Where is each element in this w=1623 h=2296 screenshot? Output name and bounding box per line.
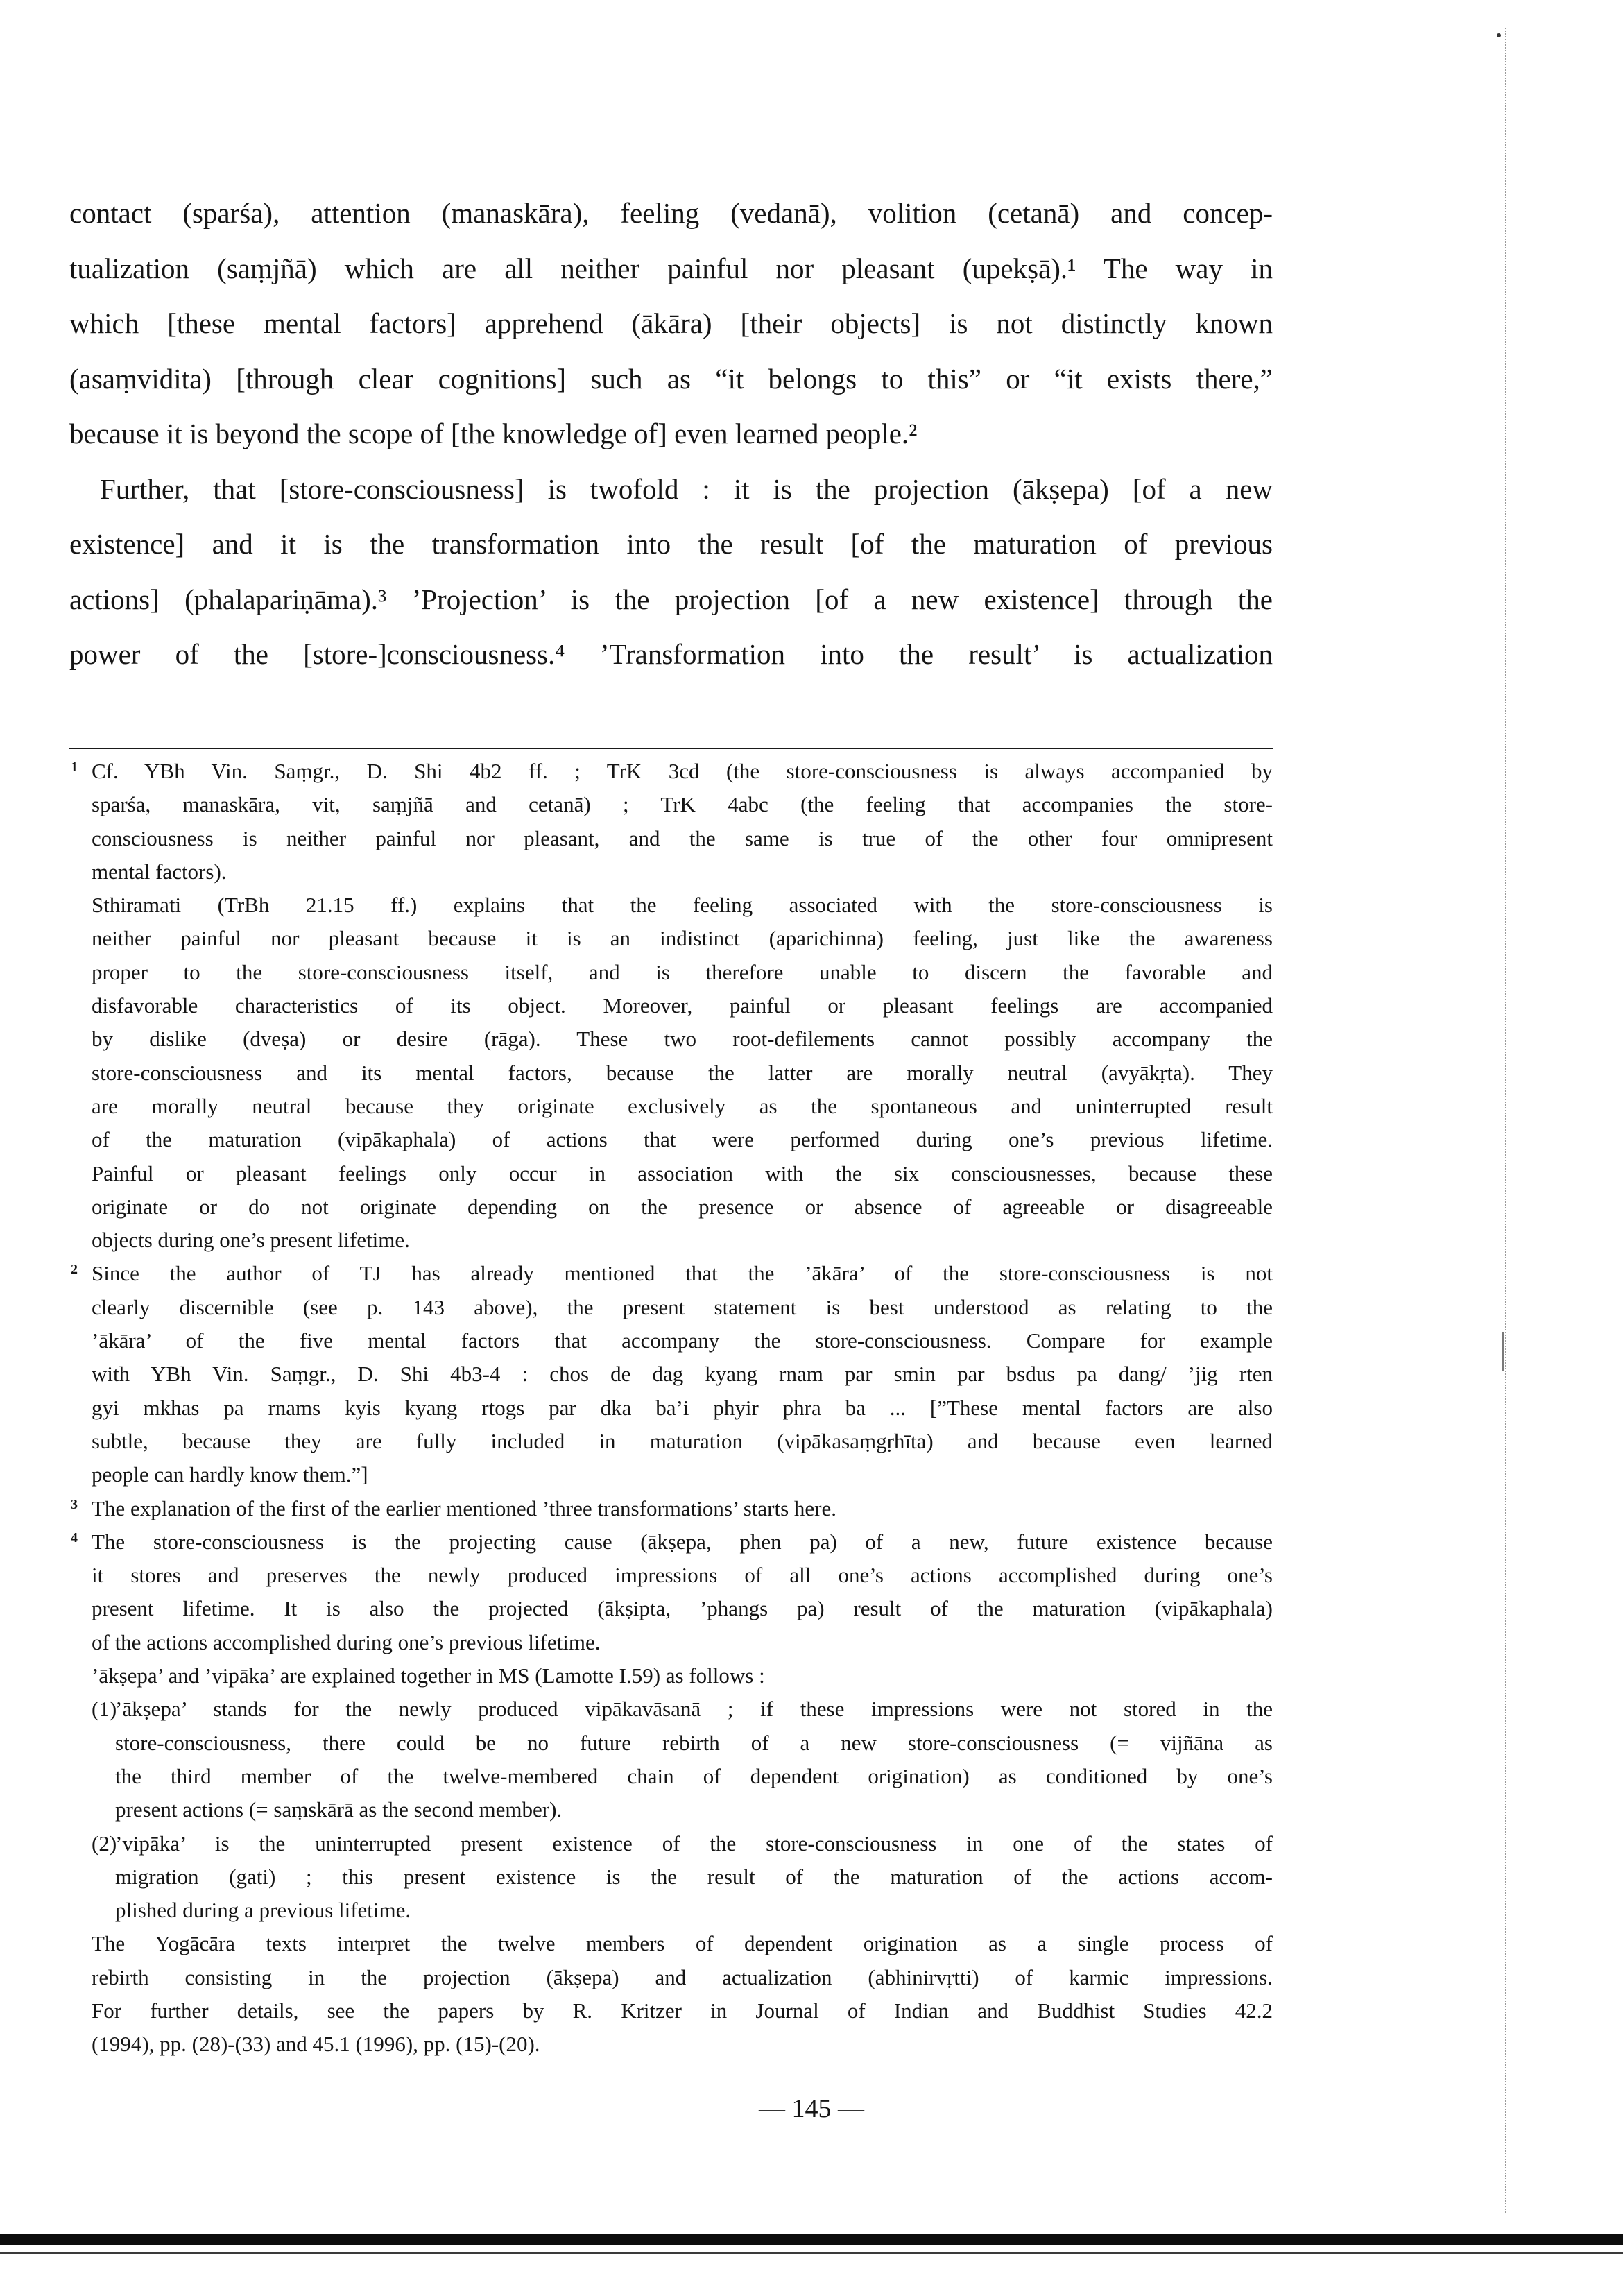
footnote-line: objects during one’s present lifetime.	[92, 1228, 410, 1253]
list-item-label: (1)	[92, 1697, 117, 1722]
scan-speck	[1497, 33, 1501, 37]
footnote-line: ’ākṣepa’ and ’vipāka’ are explained together in MS (Lamotte I.59) as follows :	[92, 1663, 765, 1688]
footnote-line: present actions (= saṃskārā as the second member).	[115, 1797, 563, 1822]
page-number: — 145 —	[759, 2094, 864, 2123]
footnote-line: ’vipāka’ is the uninterrupted present existence of the store-consciousness in one of the states of	[115, 1831, 1273, 1856]
footnote-1	[69, 755, 1273, 1257]
footnote-line: mental factors).	[92, 859, 227, 884]
text-line: existence] and it is the transformation into the result [of the maturation of previous	[69, 528, 1273, 560]
footnote-line: people can hardly know them.”]	[92, 1462, 368, 1487]
list-item-label: (2)	[92, 1831, 117, 1856]
footnote-4-tail	[69, 1927, 1273, 2061]
footnote-line: sparśa, manaskāra, vit, saṃjñā and cetanā) ; TrK 4abc (the feeling that accompanies the store-	[92, 792, 1273, 817]
text-line: power of the [store-]consciousness.⁴ ’Transformation into the result’ is actualization	[69, 638, 1273, 670]
footnote-line: of the actions accomplished during one’s previous lifetime.	[92, 1629, 601, 1654]
footnote-line: Painful or pleasant feelings only occur in association with the six consciousnesses, because these	[92, 1160, 1273, 1185]
footnote-line: by dislike (dveṣa) or desire (rāga). These two root-defilements cannot possibly accompany the	[92, 1027, 1273, 1052]
paragraph-1	[69, 186, 1273, 462]
footnote-line: disfavorable characteristics of its object. Moreover, painful or pleasant feelings are accompanied	[92, 993, 1273, 1018]
footnote-line: the third member of the twelve-membered chain of dependent origination) as conditioned by one’s	[115, 1763, 1273, 1788]
footnote-line: The store-consciousness is the projecting cause (ākṣepa, phen pa) of a new, future existence because	[92, 1529, 1273, 1554]
scan-bottom-bar	[0, 2234, 1623, 2245]
text-line: actions] (phalapariṇāma).³ ’Projection’ is the projection [of a new existence] through the	[69, 583, 1273, 615]
footnote-line: plished during a previous lifetime.	[115, 1898, 411, 1923]
text-line: (asaṃvidita) [through clear cognitions] such as “it belongs to this” or “it exists there,”	[69, 362, 1273, 395]
footnote-number: 1	[71, 760, 78, 775]
footnote-line: store-consciousness and its mental factors, because the latter are morally neutral (avyākṛta). They	[92, 1060, 1273, 1085]
footnote-line: are morally neutral because they originate exclusively as the spontaneous and uninterrupted result	[92, 1093, 1273, 1118]
text-line: tualization (saṃjñā) which are all neither painful nor pleasant (upekṣā).¹ The way in	[69, 252, 1273, 284]
footnote-line: gyi mkhas pa rnams kyis kyang rtogs par dka ba’i phyir phra ba ... [”These mental factors are also	[92, 1395, 1273, 1420]
footnote-line: store-consciousness, there could be no future rebirth of a new store-consciousness (= vijñāna as	[115, 1730, 1273, 1755]
text-line: because it is beyond the scope of [the knowledge of] even learned people.²	[69, 418, 918, 449]
footnote-line: Since the author of TJ has already mentioned that the ’ākāra’ of the store-consciousness is not	[92, 1261, 1273, 1286]
footnote-line: consciousness is neither painful nor pleasant, and the same is true of the other four omnipresent	[92, 825, 1273, 850]
footnote-line: For further details, see the papers by R. Kritzer in Journal of Indian and Buddhist Studies 42.2	[92, 1998, 1273, 2023]
footnote-line: neither painful nor pleasant because it is an indistinct (aparichinna) feeling, just like the awareness	[92, 926, 1273, 951]
footnote-line: Sthiramati (TrBh 21.15 ff.) explains that the feeling associated with the store-consciousness is	[92, 893, 1273, 918]
footnote-number: 4	[71, 1530, 78, 1545]
scan-bottom-line	[0, 2252, 1623, 2254]
footnote-line: rebirth consisting in the projection (ākṣepa) and actualization (abhinirvṛtti) of karmic impressions.	[92, 1964, 1273, 1989]
footnote-line: (1994), pp. (28)-(33) and 45.1 (1996), pp. (15)-(20).	[92, 2032, 540, 2057]
main-text	[69, 186, 1273, 683]
footnote-2	[69, 1257, 1273, 1491]
footnote-line: it stores and preserves the newly produced impressions of all one’s actions accomplished during one’s	[92, 1563, 1273, 1588]
footnote-line: The explanation of the first of the earlier mentioned ’three transformations’ starts here.	[92, 1496, 836, 1520]
footnote-number: 3	[71, 1496, 78, 1512]
scan-edge-dots	[1505, 28, 1509, 2213]
footnote-3	[69, 1492, 1273, 1525]
footnote-line: clearly discernible (see p. 143 above), the present statement is best understood as relating to the	[92, 1294, 1273, 1319]
text-line: which [these mental factors] apprehend (ākāra) [their objects] is not distinctly known	[69, 307, 1273, 339]
footnote-number: 2	[71, 1262, 78, 1278]
list-item	[69, 1693, 1273, 1826]
footnote-line: subtle, because they are fully included in maturation (vipākasaṃgṛhīta) and because even learned	[92, 1428, 1273, 1453]
footnote-line: ’ākāra’ of the five mental factors that accompany the store-consciousness. Compare for example	[92, 1328, 1273, 1353]
list-item	[69, 1827, 1273, 1928]
footnote-line: originate or do not originate depending on the presence or absence of agreeable or disagreeable	[92, 1194, 1273, 1219]
footnote-line: migration (gati) ; this present existence is the result of the maturation of the actions accom-	[115, 1864, 1273, 1889]
paragraph-2	[69, 462, 1273, 683]
footnote-line: The Yogācāra texts interpret the twelve members of dependent origination as a single process of	[92, 1931, 1273, 1956]
footnote-4-list	[69, 1693, 1273, 1927]
footnote-line: proper to the store-consciousness itself, and is therefore unable to discern the favorable and	[92, 959, 1273, 984]
footnote-separator	[69, 748, 1273, 749]
footnote-line: ’ākṣepa’ stands for the newly produced vipākavāsanā ; if these impressions were not stored in the	[115, 1697, 1273, 1722]
footnote-line: with YBh Vin. Saṃgr., D. Shi 4b3-4 : chos de dag kyang rnam par smin par bsdus pa dang/ ’jig rten	[92, 1362, 1273, 1387]
footnotes	[69, 755, 1273, 2062]
footnote-4	[69, 1525, 1273, 1693]
text-line: contact (sparśa), attention (manaskāra), feeling (vedanā), volition (cetanā) and concep-	[69, 197, 1273, 229]
text-line: Further, that [store-consciousness] is twofold : it is the projection (ākṣepa) [of a new	[100, 472, 1273, 505]
footnote-line: present lifetime. It is also the projected (ākṣipta, ’phangs pa) result of the maturation (vipākaphala)	[92, 1596, 1273, 1621]
footnote-line: Cf. YBh Vin. Saṃgr., D. Shi 4b2 ff. ; TrK 3cd (the store-consciousness is always accompanied by	[92, 759, 1273, 783]
scan-edge-mark	[1502, 1332, 1504, 1371]
footnote-line: of the maturation (vipākaphala) of actions that were performed during one’s previous lifetime.	[92, 1127, 1273, 1152]
